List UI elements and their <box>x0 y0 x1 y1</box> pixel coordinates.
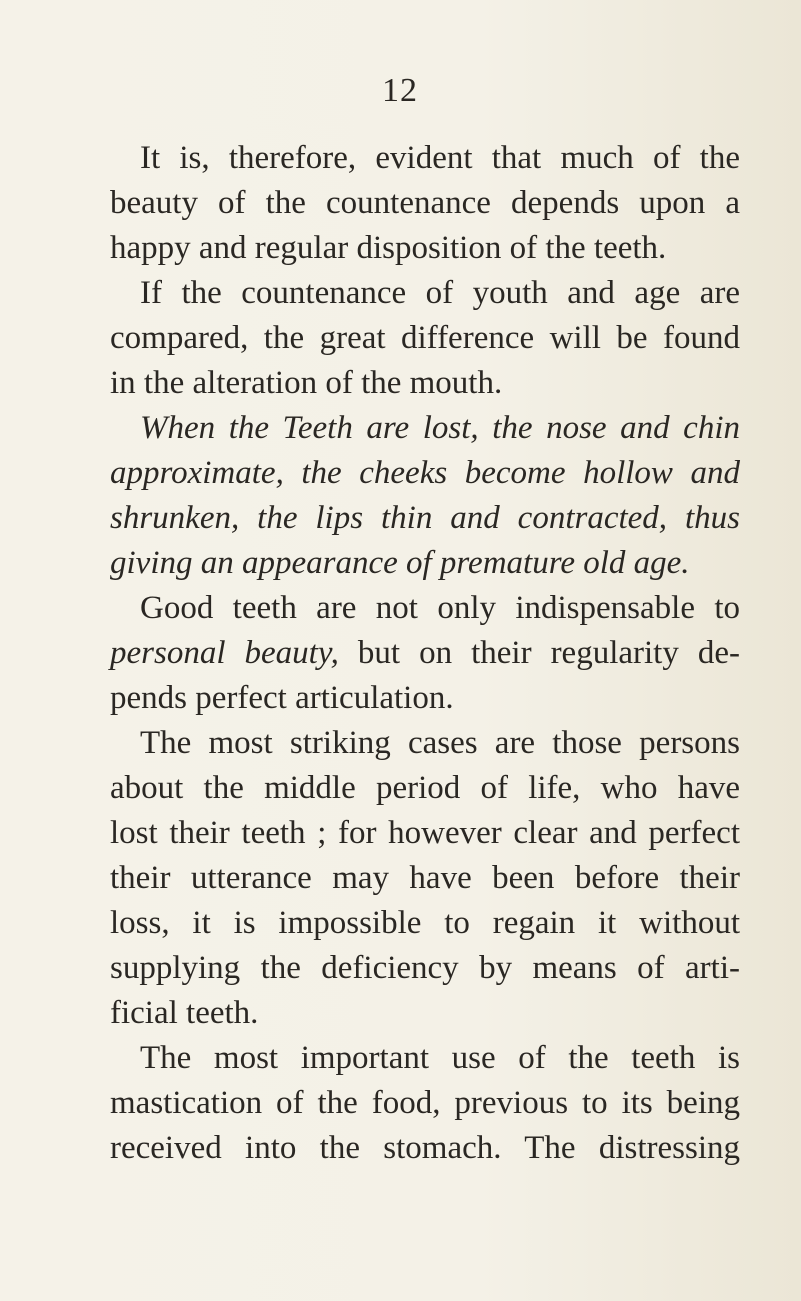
text-span: but on their regularity de- <box>338 635 740 671</box>
text-line: Good teeth are not only indispensable to <box>140 590 740 626</box>
text-line: It is, therefore, evident that much of the <box>140 140 740 176</box>
paragraph-3-italic <box>110 406 740 586</box>
paragraph-5 <box>110 721 740 1036</box>
text-line: When the Teeth are lost, the nose and chin <box>140 410 740 446</box>
emphasis-text: personal beauty, <box>110 635 339 671</box>
text-line <box>110 631 740 676</box>
text-line: shrunken, the lips thin and contracted, thus <box>110 500 740 536</box>
text-line: received into the stomach. The distressing <box>110 1130 740 1166</box>
text-line: compared, the great difference will be found <box>110 320 740 356</box>
text-line: loss, it is impossible to regain it without <box>110 905 740 941</box>
text-line: beauty of the countenance depends upon a <box>110 185 740 221</box>
page-number: 12 <box>382 72 418 109</box>
text-line: The most important use of the teeth is <box>140 1040 740 1076</box>
text-line: supplying the deficiency by means of arti- <box>110 950 740 986</box>
text-line: ficial teeth. <box>110 995 259 1031</box>
text-line: approximate, the cheeks become hollow and <box>110 455 740 491</box>
text-line: If the countenance of youth and age are <box>140 275 740 311</box>
text-line: giving an appearance of premature old age. <box>110 545 690 581</box>
text-line: The most striking cases are those persons <box>140 725 740 761</box>
body-text <box>110 136 740 1171</box>
text-line: their utterance may have been before their <box>110 860 740 896</box>
text-line: lost their teeth ; for however clear and perfect <box>110 815 740 851</box>
paragraph-1 <box>110 136 740 271</box>
text-line: happy and regular disposition of the teeth. <box>110 230 667 266</box>
text-line: mastication of the food, previous to its being <box>110 1085 740 1121</box>
paragraph-6 <box>110 1036 740 1171</box>
text-line: in the alteration of the mouth. <box>110 365 503 401</box>
text-line: pends perfect articulation. <box>110 680 454 716</box>
paragraph-2 <box>110 271 740 406</box>
paragraph-4 <box>110 586 740 721</box>
text-line: about the middle period of life, who have <box>110 770 740 806</box>
